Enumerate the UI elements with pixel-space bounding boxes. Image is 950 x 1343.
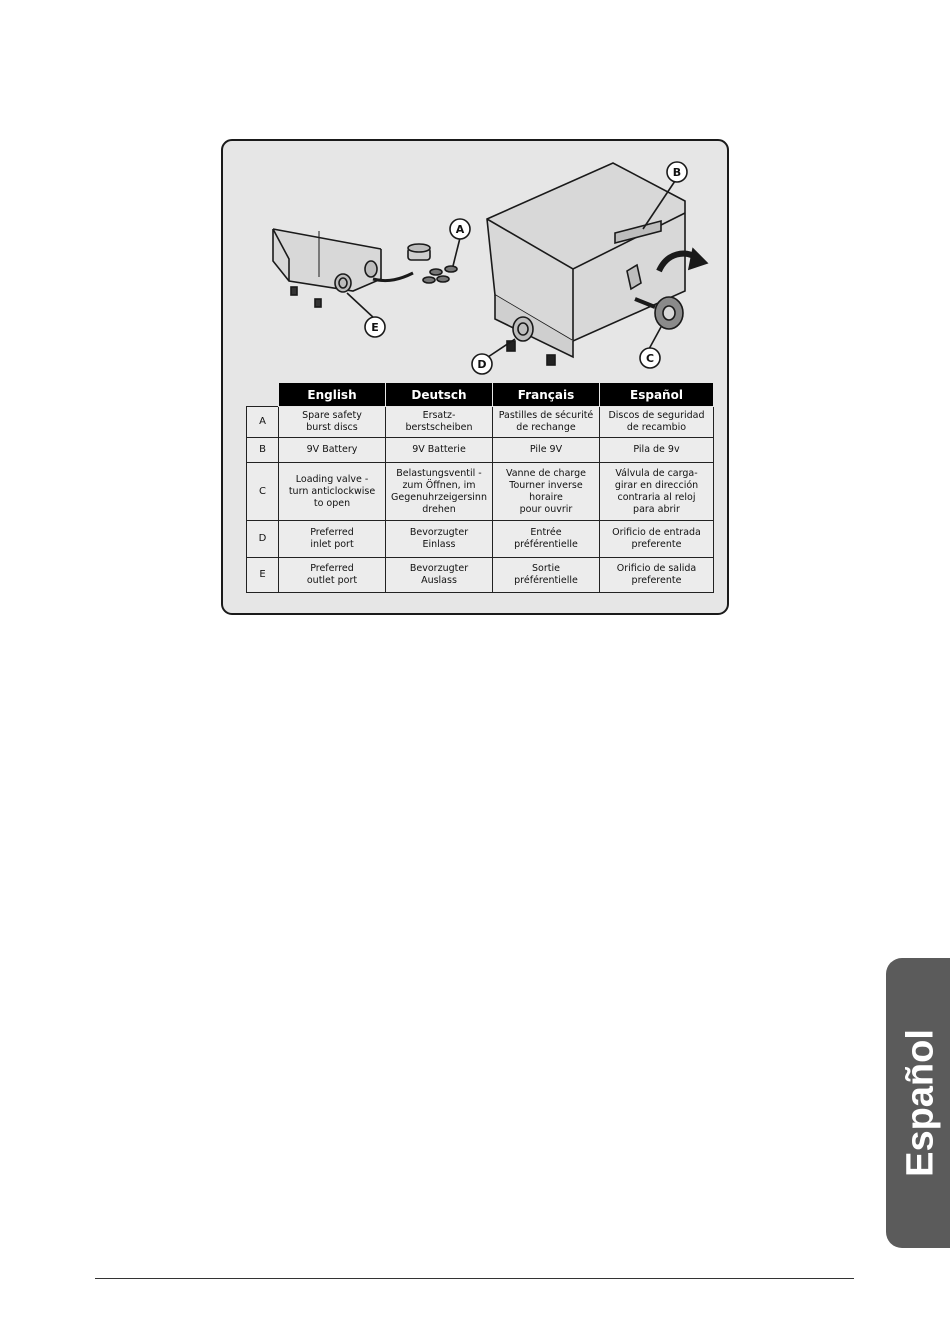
cell-espanol: Pila de 9v: [600, 438, 714, 463]
table-header-row: [247, 383, 714, 407]
row-key: A: [247, 407, 279, 438]
callout-label-c: C: [645, 352, 655, 365]
cell-english: 9V Battery: [279, 438, 386, 463]
cell-english: Preferred outlet port: [279, 558, 386, 593]
cell-english: Loading valve - turn anticlockwise to open: [279, 463, 386, 521]
callout-label-e: E: [371, 321, 379, 334]
callout-label-d: D: [477, 358, 487, 371]
figure-panel: [221, 139, 729, 615]
cell-espanol: Discos de seguridad de recambio: [600, 407, 714, 438]
cell-deutsch: Ersatz- berstscheiben: [386, 407, 493, 438]
cell-francais: Entrée préférentielle: [493, 521, 600, 558]
cell-english: Preferred inlet port: [279, 521, 386, 558]
cell-espanol: Válvula de carga- girar en dirección contraria al reloj para abrir: [600, 463, 714, 521]
cell-espanol: Orificio de entrada preferente: [600, 521, 714, 558]
cell-francais: Sortie préférentielle: [493, 558, 600, 593]
callout-label-b: B: [672, 166, 682, 179]
language-side-tab: [886, 958, 950, 1248]
table-row: [247, 558, 714, 593]
cell-espanol: Orificio de salida preferente: [600, 558, 714, 593]
row-key: C: [247, 463, 279, 521]
header-francais: Français: [493, 383, 600, 407]
language-tab-label: Español: [899, 1029, 942, 1177]
parts-legend-table: [246, 382, 714, 593]
header-espanol: Español: [600, 383, 714, 407]
cell-francais: Pastilles de sécurité de rechange: [493, 407, 600, 438]
header-deutsch: Deutsch: [386, 383, 493, 407]
row-key: E: [247, 558, 279, 593]
row-key: D: [247, 521, 279, 558]
table-row: [247, 438, 714, 463]
header-english: English: [279, 383, 386, 407]
cell-francais: Vanne de charge Tourner inverse horaire pour ouvrir: [493, 463, 600, 521]
table-row: [247, 463, 714, 521]
cell-deutsch: Belastungsventil - zum Öffnen, im Gegenuhrzeigersinn drehen: [386, 463, 493, 521]
callout-label-a: A: [455, 223, 465, 236]
row-key: B: [247, 438, 279, 463]
footer-divider: [95, 1278, 854, 1279]
table-row: [247, 521, 714, 558]
table-row: [247, 407, 714, 438]
device-illustration: [223, 141, 729, 381]
cell-english: Spare safety burst discs: [279, 407, 386, 438]
cell-deutsch: 9V Batterie: [386, 438, 493, 463]
header-corner: [247, 383, 279, 407]
cell-francais: Pile 9V: [493, 438, 600, 463]
cell-deutsch: Bevorzugter Einlass: [386, 521, 493, 558]
cell-deutsch: Bevorzugter Auslass: [386, 558, 493, 593]
